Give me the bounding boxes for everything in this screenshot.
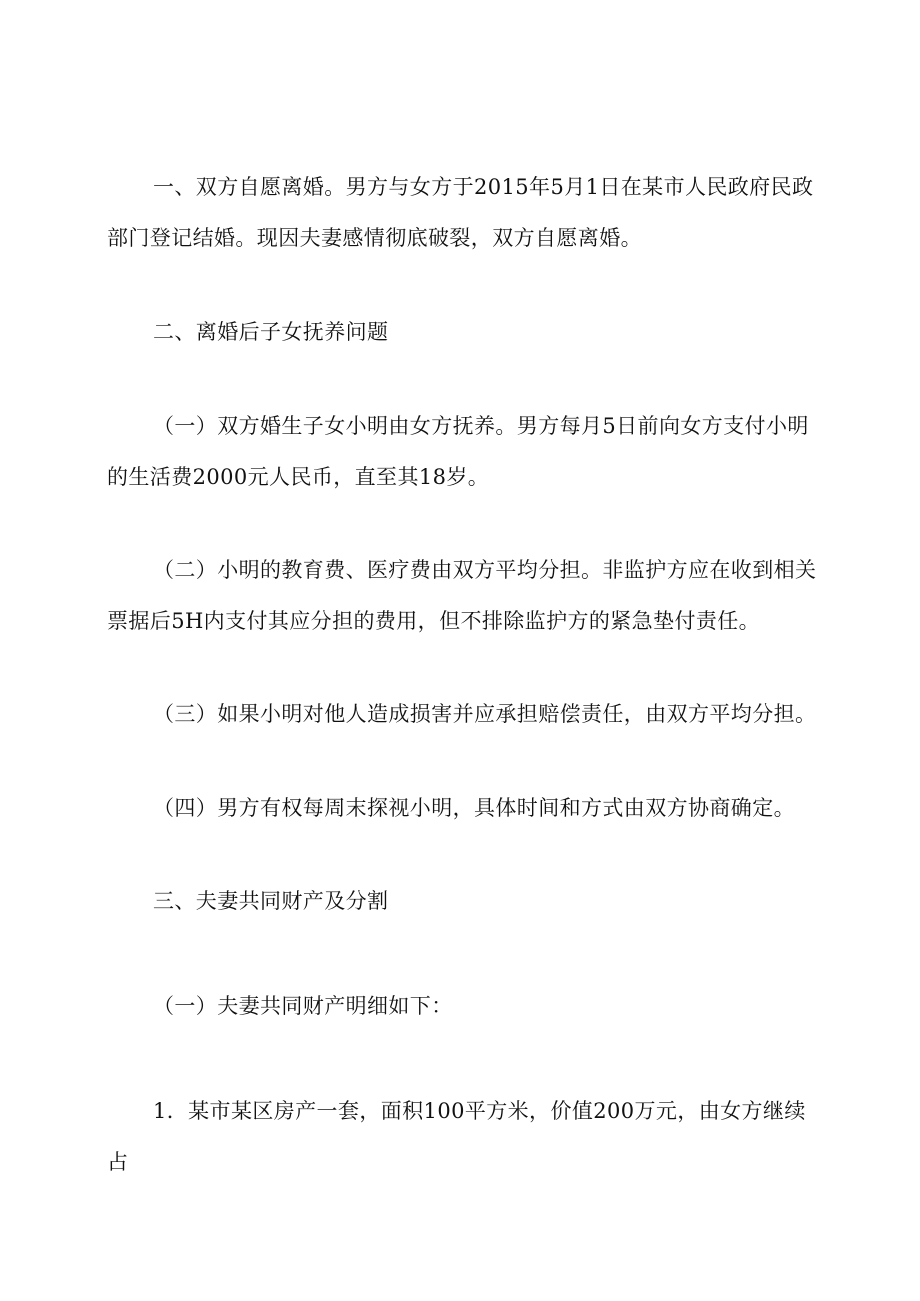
clause-3-1-property-list: （一）夫妻共同财产明细如下： — [153, 994, 453, 1018]
clause-1-voluntary-divorce: 一、双方自愿离婚。男方与女方于2015年5月1日在某市人民政府民政部门登记结婚。现因夫妻感情彻底破裂，双方自愿离婚。 — [107, 175, 814, 250]
clause-2-1-custody-support: （一）双方婚生子女小明由女方抚养。男方每月5日前向女方支付小明的生活费2000元人民币，直至其18岁。 — [107, 414, 809, 489]
property-item-1-house: 1．某市某区房产一套，面积100平方米，价值200万元，由女方继续占 — [107, 1099, 806, 1174]
clause-2-3-damage-liability: （三）如果小明对他人造成损害并应承担赔偿责任，由双方平均分担。 — [153, 702, 817, 726]
clause-3-heading-property: 三、夫妻共同财产及分割 — [153, 889, 389, 913]
clause-2-2-education-medical: （二）小明的教育费、医疗费由双方平均分担。非监护方应在收到相关票据后5H内支付其应分担的费用，但不排除监护方的紧急垫付责任。 — [107, 558, 817, 633]
clause-2-heading-child-custody: 二、离婚后子女抚养问题 — [153, 320, 389, 344]
clause-2-4-visitation: （四）男方有权每周末探视小明，具体时间和方式由双方协商确定。 — [153, 796, 795, 820]
